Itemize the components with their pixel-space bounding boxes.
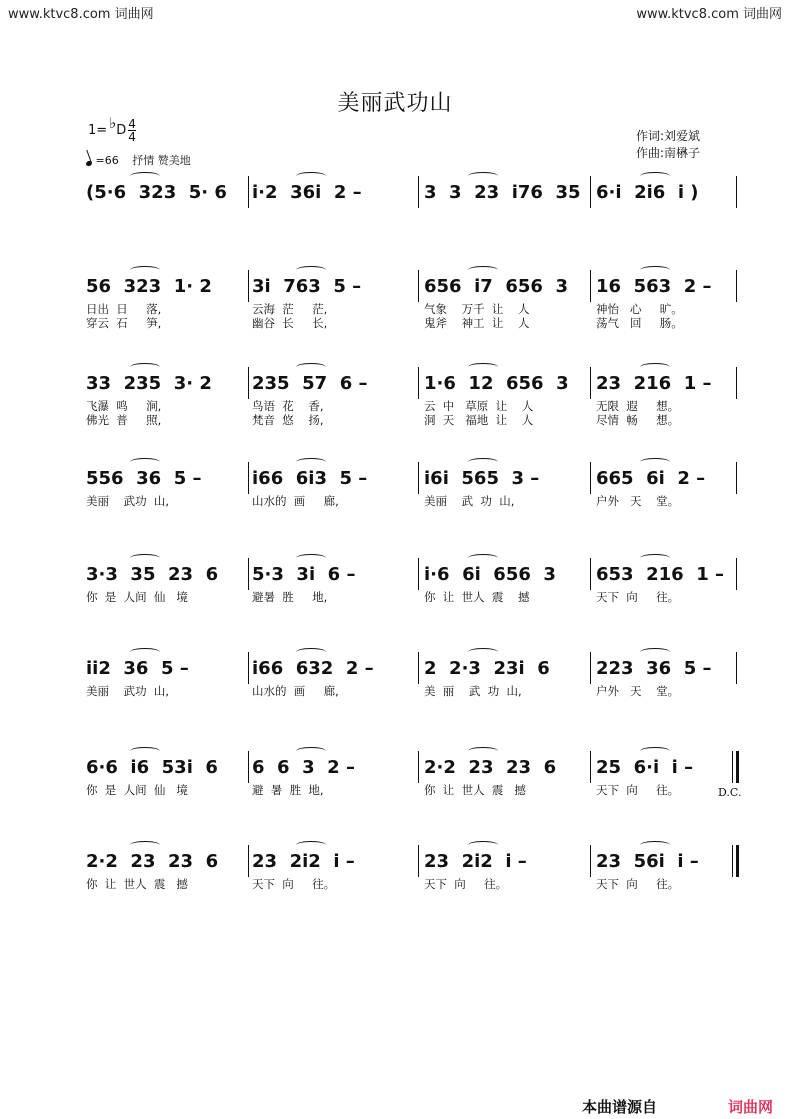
final-barline [736,751,739,783]
barline [418,652,419,684]
key-letter: D [116,123,127,138]
final-barline-thin [732,751,733,783]
measure-notes: 556 36 5 – [86,468,202,489]
lyric-line-2: 洞 天 福地 让 人 [424,413,534,427]
slur [640,554,670,562]
lyric-line-1: 神怡 心 旷。 [596,302,683,316]
measure-notes: i66 632 2 – [252,658,374,679]
barline [248,652,249,684]
measure-notes: 16 563 2 – [596,276,712,297]
lyric-line-1: 云海 茫 茫, [252,302,328,316]
measure-notes: 23 56i i – [596,851,699,872]
measure-notes: 23 2i2 i – [252,851,355,872]
slur [296,747,326,755]
quarter-note-icon [85,160,92,167]
key-signature [88,114,136,144]
site-name-right[interactable]: www.ktvc8.com 词曲网 [636,7,782,22]
lyric-line-1: 天下 向 往。 [596,783,680,797]
lyric-line-1: 你 是 人间 仙 境 [86,590,188,604]
barline [590,751,591,783]
barline [418,558,419,590]
slur [130,554,160,562]
barline [736,176,737,208]
lyric-line-1: 美 丽 武 功 山, [424,684,522,698]
measure-notes: 6·i 2i6 i ) [596,182,699,203]
barline [248,558,249,590]
barline [418,176,419,208]
lyric-line-1: 美丽 武功 山, [86,684,170,698]
tempo-value: =66 [95,154,119,167]
flat-symbol: ♭ [109,114,117,132]
lyric-line-2: 梵音 悠 扬, [252,413,324,427]
measure-notes: i66 6i3 5 – [252,468,368,489]
time-top: 4 [128,117,136,131]
barline [590,462,591,494]
measure-notes: 223 36 5 – [596,658,712,679]
slur [468,266,498,274]
barline [736,652,737,684]
barline [418,367,419,399]
expression-text: 抒情 赞美地 [132,154,191,167]
lyric-line-1: 日出 日 落, [86,302,162,316]
barline [248,367,249,399]
final-barline [736,845,739,877]
barline [590,652,591,684]
slur [468,747,498,755]
barline [248,270,249,302]
measure-notes: 5·3 3i 6 – [252,564,356,585]
lyric-line-2: 荡气 回 肠。 [596,316,683,330]
lyric-line-2: 佛光 普 照, [86,413,162,427]
song-title: 美丽武功山 [337,91,453,116]
barline [736,462,737,494]
lyric-line-1: 鸟语 花 香, [252,399,324,413]
lyric-line-1: 天下 向 往。 [252,877,336,891]
measure-notes: 656 i7 656 3 [424,276,568,297]
measure-notes: 23 216 1 – [596,373,712,394]
barline [590,367,591,399]
measure-notes: 6·6 i6 53i 6 [86,757,218,778]
measure-notes: 3·3 35 23 6 [86,564,219,585]
measure-notes: 25 6·i i – [596,757,694,778]
barline [736,558,737,590]
slur [640,363,670,371]
slur [468,554,498,562]
measure-notes: 3 3 23 i76 35 [424,182,581,203]
barline [590,558,591,590]
slur [640,458,670,466]
lyric-line-1: 山水的 画 廊, [252,494,339,508]
lyric-line-1: 你 是 人间 仙 境 [86,783,188,797]
slur [296,266,326,274]
lyric-line-1: 飞瀑 鸣 涧, [86,399,162,413]
slur [468,172,498,180]
measure-notes: 2 2·3 23i 6 [424,658,550,679]
slur [296,172,326,180]
slur [130,458,160,466]
slur [130,648,160,656]
measure-notes: 23 2i2 i – [424,851,527,872]
measure-notes: 2·2 23 23 6 [424,757,557,778]
lyric-line-1: 美丽 武功 山, [86,494,170,508]
barline [248,462,249,494]
measure-notes: 665 6i 2 – [596,468,706,489]
measure-notes: 3i 763 5 – [252,276,362,297]
composer: 作曲:南楙子 [636,146,701,160]
slur [130,747,160,755]
lyric-line-1: 你 让 世人 震 撼 [424,590,530,604]
lyric-line-1: 避暑 胜 地, [252,590,328,604]
barline [418,462,419,494]
lyric-line-2: 鬼斧 神工 让 人 [424,316,530,330]
slur [468,363,498,371]
tempo-marking [86,152,191,168]
measure-notes: i·6 6i 656 3 [424,564,556,585]
slur [640,266,670,274]
lyric-line-2: 穿云 石 笋, [86,316,162,330]
lyric-line-1: 你 让 世人 震 撼 [424,783,526,797]
key-prefix: 1= [88,123,108,138]
slur [640,172,670,180]
barline [590,176,591,208]
slur [640,648,670,656]
slur [130,363,160,371]
barline [736,270,737,302]
barline [418,751,419,783]
time-bottom: 4 [128,130,136,144]
time-signature [128,118,136,143]
slur [296,458,326,466]
lyric-line-1: 天下 向 往。 [424,877,508,891]
barline [736,367,737,399]
lyric-line-1: 气象 万千 让 人 [424,302,530,316]
lyric-line-1: 无限 遐 想。 [596,399,680,413]
slur [468,648,498,656]
lyric-line-1: 美丽 武 功 山, [424,494,515,508]
barline [248,845,249,877]
barline [418,270,419,302]
lyric-line-1: 避 暑 胜 地, [252,783,324,797]
slur [296,554,326,562]
credits [636,128,700,162]
lyric-line-1: 天下 向 往。 [596,590,680,604]
lyric-line-1: 你 让 世人 震 撼 [86,877,188,891]
measure-notes: 33 235 3· 2 [86,373,212,394]
barline [590,845,591,877]
slur [640,841,670,849]
slur [468,458,498,466]
lyric-line-1: 户外 天 堂。 [596,684,680,698]
dc-mark: D.C. [718,786,742,799]
lyric-line-1: 户外 天 堂。 [596,494,680,508]
measure-notes: 1·6 12 656 3 [424,373,569,394]
slur [296,841,326,849]
final-barline-thin [732,845,733,877]
barline [418,845,419,877]
lyric-line-2: 尽情 畅 想。 [596,413,680,427]
lyric-line-1: 山水的 画 廊, [252,684,339,698]
measure-notes: ii2 36 5 – [86,658,189,679]
measure-notes: 653 216 1 – [596,564,725,585]
slur [640,747,670,755]
measure-notes: 235 57 6 – [252,373,368,394]
slur [296,648,326,656]
measure-notes: i6i 565 3 – [424,468,540,489]
barline [590,270,591,302]
barline [248,176,249,208]
footer-logo[interactable]: 词曲网 [728,1098,774,1116]
measure-notes: (5·6 323 5· 6 [86,182,227,203]
measure-notes: 56 323 1· 2 [86,276,212,297]
slur [468,841,498,849]
slur [130,841,160,849]
barline [248,751,249,783]
measure-notes: 6 6 3 2 – [252,757,355,778]
measure-notes: 2·2 23 23 6 [86,851,219,872]
slur [296,363,326,371]
lyricist: 作词:刘爱斌 [636,129,701,143]
slur [130,172,160,180]
lyric-line-1: 云 中 草原 让 人 [424,399,534,413]
lyric-line-2: 幽谷 长 长, [252,316,328,330]
slur [130,266,160,274]
footer-source-label: 本曲谱源自 [582,1098,658,1116]
lyric-line-1: 天下 向 往。 [596,877,680,891]
site-name-left[interactable]: www.ktvc8.com 词曲网 [8,7,154,22]
measure-notes: i·2 36i 2 – [252,182,362,203]
